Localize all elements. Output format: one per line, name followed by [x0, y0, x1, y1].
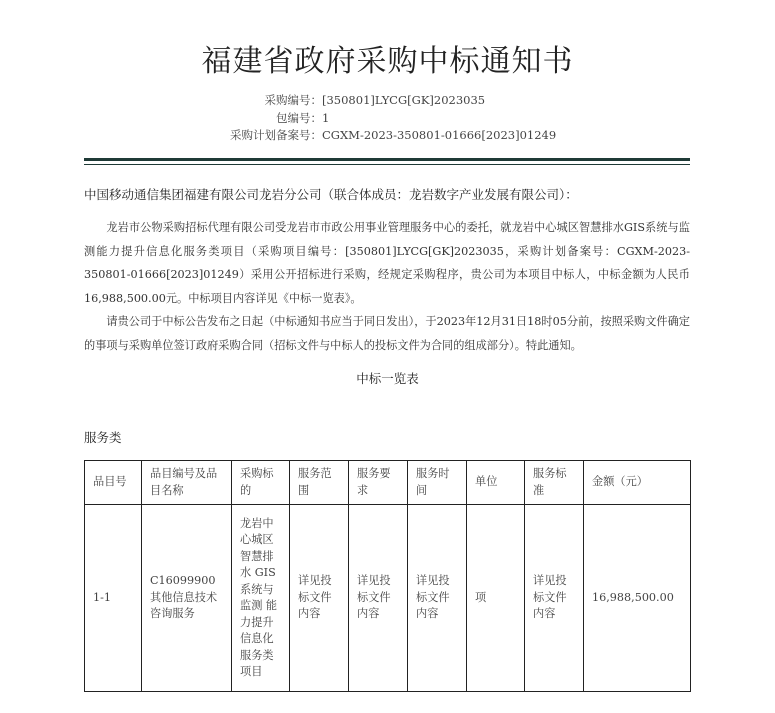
header-cell: 服务范围	[290, 461, 349, 505]
document-meta	[200, 92, 556, 145]
table-header-row	[85, 461, 691, 505]
award-list-title: 中标一览表	[356, 371, 419, 386]
header-cell: 服务要求	[349, 461, 408, 505]
table-cell: 详见投标文件内容	[408, 505, 467, 692]
header-cell: 采购标的	[232, 461, 290, 505]
notice-body	[84, 216, 690, 357]
document-title: 福建省政府采购中标通知书	[201, 44, 574, 79]
body-paragraph: 请贵公司于中标公告发布之日起（中标通知书应当于同日发出），于2023年12月31日18时05分前，按照采购文件确定的事项与采购单位签订政府采购合同（招标文件与中标人的投标文件为合同的组成部分）。特此通知。	[84, 315, 690, 352]
meta-procurement-number	[200, 92, 556, 110]
header-divider-thick	[84, 158, 690, 161]
header-cell: 金额（元）	[584, 461, 691, 505]
table-cell: 1-1	[85, 505, 142, 692]
header-cell: 单位	[467, 461, 525, 505]
meta-value: [350801]LYCG[GK]2023035	[322, 93, 486, 107]
meta-label: 采购编号：	[264, 93, 322, 107]
table-cell: C16099900 其他信息技术咨询服务	[142, 505, 232, 692]
body-paragraph: 龙岩市公物采购招标代理有限公司受龙岩市市政公用事业管理服务中心的委托，就龙岩中心城区智慧排水GIS系统与监测能力提升信息化服务类项目（采购项目编号：[350801]LYCG[GK]2023035，采购计划备案号：CGXM-2023-350801-01666[2023]01249）采用公开招标进行采购，经规定采购程序，贵公司为本项目中标人，中标金额为人民币16,988,500.00元。中标项目内容详见《中标一览表》。	[84, 221, 690, 305]
table-row	[85, 505, 691, 692]
meta-plan-filing-number	[200, 127, 556, 145]
table-cell: 16,988,500.00	[584, 505, 691, 692]
meta-label: 采购计划备案号：	[230, 128, 322, 142]
header-cell: 服务标准	[525, 461, 584, 505]
header-cell: 品目编号及品目名称	[142, 461, 232, 505]
table-cell: 详见投标文件内容	[349, 505, 408, 692]
table-cell: 龙岩中心城区智慧排水 GIS 系统与监测 能力提升信息化服务类项目	[232, 505, 290, 692]
meta-value: 1	[322, 110, 330, 125]
meta-label: 包编号：	[276, 110, 322, 125]
header-divider-thin	[84, 164, 690, 165]
header-cell: 品目号	[85, 461, 142, 505]
award-table	[84, 460, 691, 692]
category-label: 服务类	[84, 430, 122, 445]
recipient-line: 中国移动通信集团福建有限公司龙岩分公司（联合体成员：龙岩数字产业发展有限公司）：	[84, 187, 578, 202]
meta-package-number	[200, 110, 556, 128]
meta-value: CGXM-2023-350801-01666[2023]01249	[322, 128, 557, 142]
table-cell: 详见投标文件内容	[290, 505, 349, 692]
table-cell: 项	[467, 505, 525, 692]
table-cell: 详见投标文件内容	[525, 505, 584, 692]
header-cell: 服务时间	[408, 461, 467, 505]
